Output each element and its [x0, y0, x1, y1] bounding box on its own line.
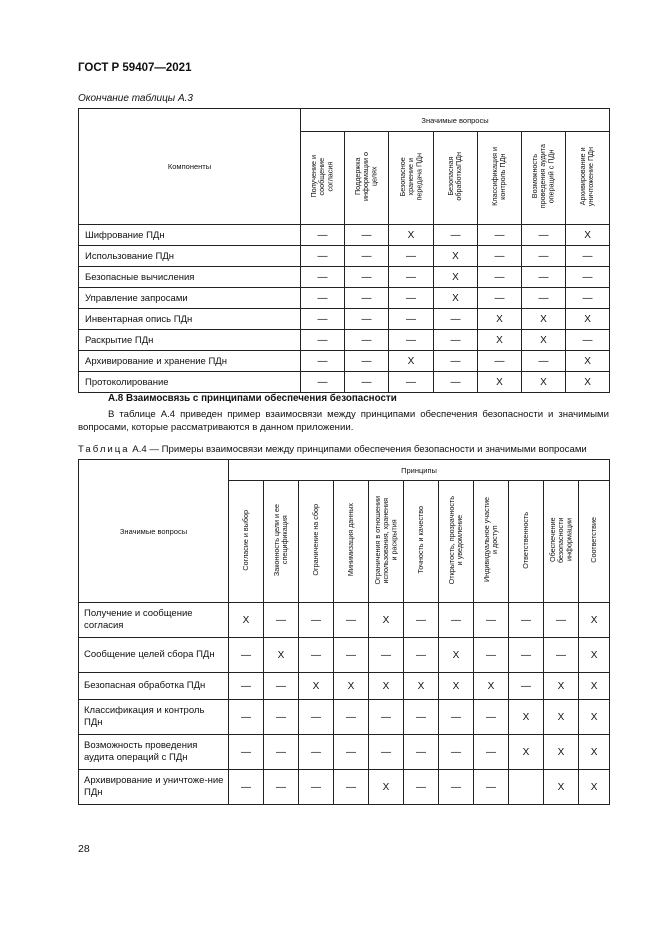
row-label: Управление запросами — [79, 288, 301, 309]
table-row — [79, 351, 610, 372]
table-a4-caption-text: А.4 — Примеры взаимосвязи между принципами обеспечения безопасности и значимыми вопросами — [129, 444, 587, 455]
table-cell: — — [334, 638, 369, 673]
table-cell: — — [301, 267, 345, 288]
table-cell: X — [566, 372, 610, 393]
table-a4-questions-header: Значимые вопросы — [79, 460, 229, 603]
table-cell: — — [299, 735, 334, 770]
table-cell: — — [345, 288, 389, 309]
table1-column-header-label: Классификация и контроль ПДн — [490, 147, 508, 206]
table-cell: — — [439, 770, 474, 805]
table-a3-continuation-caption: Окончание таблицы А.3 — [78, 93, 193, 104]
table-row — [79, 603, 610, 638]
row-label: Инвентарная опись ПДн — [79, 309, 301, 330]
table-cell: — — [404, 638, 439, 673]
table-cell: X — [264, 638, 299, 673]
table-a3-components-header: Компоненты — [79, 109, 301, 225]
table-cell: X — [544, 700, 579, 735]
table-cell: — — [334, 770, 369, 805]
table-cell: — — [264, 603, 299, 638]
table-cell: — — [404, 735, 439, 770]
table2-column-header — [544, 481, 579, 603]
table-cell: — — [301, 309, 345, 330]
table-cell: X — [478, 309, 522, 330]
table2-column-header-label: Точность и качество — [415, 506, 425, 574]
table-cell: X — [434, 288, 478, 309]
table-cell: — — [389, 309, 434, 330]
table-cell: — — [544, 638, 579, 673]
table2-column-header — [579, 481, 610, 603]
table-cell: X — [434, 267, 478, 288]
table1-column-header-label: Возможность проведения аудита операций с ПДн — [530, 144, 556, 209]
table-cell: X — [229, 603, 264, 638]
table-cell: — — [301, 288, 345, 309]
table-a3-group-header: Значимые вопросы — [301, 109, 610, 132]
table-cell: — — [566, 330, 610, 351]
table-cell: — — [301, 246, 345, 267]
table-cell: X — [566, 309, 610, 330]
table-cell: X — [389, 351, 434, 372]
table-cell: — — [301, 351, 345, 372]
row-label: Архивирование и хранение ПДн — [79, 351, 301, 372]
table-cell: — — [264, 735, 299, 770]
page-number: 28 — [78, 843, 90, 855]
table-cell: — — [334, 735, 369, 770]
table-cell: — — [345, 330, 389, 351]
table-cell: — — [301, 225, 345, 246]
table-row — [79, 246, 610, 267]
table-cell: — — [439, 700, 474, 735]
table1-column-header — [345, 132, 389, 225]
table-cell: — — [389, 372, 434, 393]
table-cell: — — [522, 288, 566, 309]
table-row — [79, 770, 610, 805]
row-label: Раскрытие ПДн — [79, 330, 301, 351]
table-cell: — — [474, 603, 509, 638]
table2-column-header — [229, 481, 264, 603]
table-cell: — — [478, 246, 522, 267]
table-cell: — — [301, 330, 345, 351]
table-cell: — — [229, 673, 264, 700]
table-cell: — — [229, 735, 264, 770]
table-cell: — — [299, 638, 334, 673]
table-cell: — — [434, 351, 478, 372]
table1-column-header-label: Поддержка информации о целях — [353, 152, 379, 201]
table-cell: — — [434, 225, 478, 246]
table2-column-header-label: Ограничение на сбор — [310, 504, 320, 576]
row-label: Классификация и контроль ПДн — [79, 700, 229, 735]
table-cell: — — [389, 246, 434, 267]
table2-column-header-label: Законность цели и ее спецификация — [271, 503, 289, 577]
table-cell: — — [566, 288, 610, 309]
table-cell: — — [404, 603, 439, 638]
table-cell: — — [299, 700, 334, 735]
table-cell: X — [579, 770, 610, 805]
table-cell: X — [566, 351, 610, 372]
table-cell: — — [544, 603, 579, 638]
table-cell: — — [229, 638, 264, 673]
table-cell: X — [544, 770, 579, 805]
table-cell: X — [579, 638, 610, 673]
table-a4 — [78, 459, 610, 805]
table-cell: X — [579, 603, 610, 638]
table-cell: — — [369, 735, 404, 770]
table-row — [79, 225, 610, 246]
table-row — [79, 330, 610, 351]
table-cell: X — [522, 309, 566, 330]
table-cell: — — [478, 288, 522, 309]
table-cell: — — [509, 638, 544, 673]
table2-column-header-label: Минимизация данных — [345, 503, 355, 577]
row-label: Возможность проведения аудита операций с ПДн — [79, 735, 229, 770]
section-a8-title: А.8 Взаимосвязь с принципами обеспечения безопасности — [108, 393, 397, 404]
table-row — [79, 673, 610, 700]
section-a8-paragraph: В таблице А.4 приведен пример взаимосвязи между принципами обеспечения безопасности и значимыми вопросами, которые рассматриваются в данном приложении. — [78, 409, 609, 433]
table-cell: — — [509, 673, 544, 700]
table-cell: — — [389, 288, 434, 309]
table-cell: — — [434, 372, 478, 393]
table-cell — [509, 770, 544, 805]
table-cell: — — [474, 700, 509, 735]
table-cell: X — [474, 673, 509, 700]
table1-column-header — [566, 132, 610, 225]
table-cell: — — [301, 372, 345, 393]
table-cell: X — [522, 330, 566, 351]
table-cell: — — [389, 267, 434, 288]
table-cell: — — [404, 770, 439, 805]
row-label: Безопасные вычисления — [79, 267, 301, 288]
table2-column-header-label: Согласие и выбор — [240, 509, 250, 571]
table2-column-header — [509, 481, 544, 603]
table-cell: — — [345, 246, 389, 267]
table-cell: — — [522, 351, 566, 372]
table-a4-group-header: Принципы — [229, 460, 610, 481]
row-label: Безопасная обработка ПДн — [79, 673, 229, 700]
table-a4-caption — [78, 444, 587, 455]
row-label: Архивирование и уничтоже-ние ПДн — [79, 770, 229, 805]
table-cell: — — [299, 603, 334, 638]
table1-column-header — [434, 132, 478, 225]
table1-column-header-label: Безопасное хранение и передача ПДн — [397, 152, 424, 201]
row-label: Использование ПДн — [79, 246, 301, 267]
table-a3 — [78, 108, 610, 393]
table2-column-header-label: Ограничения в отношении использования, хранения и раскрытия — [372, 495, 399, 585]
table-cell: X — [579, 735, 610, 770]
table2-column-header — [404, 481, 439, 603]
table-cell: — — [264, 673, 299, 700]
table-cell: — — [345, 309, 389, 330]
table-cell: — — [299, 770, 334, 805]
table2-column-header — [334, 481, 369, 603]
table-cell: — — [369, 700, 404, 735]
table-cell: X — [404, 673, 439, 700]
table-cell: — — [404, 700, 439, 735]
table-row — [79, 309, 610, 330]
table-cell: — — [345, 267, 389, 288]
table-cell: X — [566, 225, 610, 246]
table-cell: — — [264, 770, 299, 805]
table-cell: X — [509, 700, 544, 735]
table-cell: — — [478, 351, 522, 372]
table-cell: — — [509, 603, 544, 638]
row-label: Сообщение целей сбора ПДн — [79, 638, 229, 673]
table-cell: X — [544, 735, 579, 770]
table-cell: — — [264, 700, 299, 735]
table-cell: X — [478, 372, 522, 393]
table-cell: — — [369, 638, 404, 673]
table-cell: X — [478, 330, 522, 351]
table-row — [79, 267, 610, 288]
table-cell: X — [579, 673, 610, 700]
table-row — [79, 638, 610, 673]
table-cell: — — [474, 735, 509, 770]
table-cell: — — [345, 372, 389, 393]
table-row — [79, 288, 610, 309]
table-cell: — — [229, 700, 264, 735]
table-cell: — — [522, 267, 566, 288]
table-row — [79, 372, 610, 393]
table2-column-header-label: Соответствие — [588, 517, 598, 563]
row-label: Протоколирование — [79, 372, 301, 393]
table-cell: X — [369, 673, 404, 700]
table-cell: X — [439, 638, 474, 673]
table-cell: — — [478, 225, 522, 246]
table2-column-header-label: Ответственность — [520, 511, 530, 569]
table1-column-header-label: Получение и сообщение согласия — [309, 155, 335, 198]
document-id-header: ГОСТ Р 59407—2021 — [78, 62, 192, 74]
table1-column-header-label: Безопасная обработкаПДн — [446, 152, 464, 201]
table-cell: X — [522, 372, 566, 393]
table-cell: — — [474, 770, 509, 805]
table-cell: — — [478, 267, 522, 288]
table-cell: — — [334, 603, 369, 638]
table-cell: — — [345, 225, 389, 246]
table-cell: X — [334, 673, 369, 700]
table2-column-header — [264, 481, 299, 603]
table-cell: X — [299, 673, 334, 700]
table2-column-header-label: Индивидуальное участие и доступ — [481, 497, 499, 583]
table2-column-header — [369, 481, 404, 603]
table2-column-header — [439, 481, 474, 603]
table-cell: — — [434, 330, 478, 351]
table1-column-header-label: Архивирование и уничтожение ПДн — [578, 146, 596, 207]
table2-column-header-label: Открытость, прозрачность и уведомление — [446, 495, 464, 585]
table-row — [79, 700, 610, 735]
table-cell: — — [522, 225, 566, 246]
table-cell: X — [369, 603, 404, 638]
table1-column-header — [301, 132, 345, 225]
table-cell: X — [544, 673, 579, 700]
table-a4-caption-prefix: Таблица — [78, 444, 130, 455]
table-cell: — — [439, 735, 474, 770]
table2-column-header-label: Обеспечение безопасности информации — [547, 517, 574, 563]
table-cell: — — [229, 770, 264, 805]
table-cell: — — [522, 246, 566, 267]
table1-column-header — [478, 132, 522, 225]
table-cell: X — [369, 770, 404, 805]
row-label: Шифрование ПДн — [79, 225, 301, 246]
table-cell: — — [439, 603, 474, 638]
table-cell: — — [566, 267, 610, 288]
table-cell: X — [509, 735, 544, 770]
table-cell: X — [439, 673, 474, 700]
table-cell: X — [389, 225, 434, 246]
table-cell: — — [434, 309, 478, 330]
table1-column-header — [389, 132, 434, 225]
table-cell: — — [345, 351, 389, 372]
table-cell: X — [579, 700, 610, 735]
table-cell: — — [566, 246, 610, 267]
table-row — [79, 735, 610, 770]
table-cell: X — [434, 246, 478, 267]
table2-column-header — [299, 481, 334, 603]
table-cell: — — [474, 638, 509, 673]
table1-column-header — [522, 132, 566, 225]
table-cell: — — [334, 700, 369, 735]
table-cell: — — [389, 330, 434, 351]
table2-column-header — [474, 481, 509, 603]
row-label: Получение и сообщение согласия — [79, 603, 229, 638]
